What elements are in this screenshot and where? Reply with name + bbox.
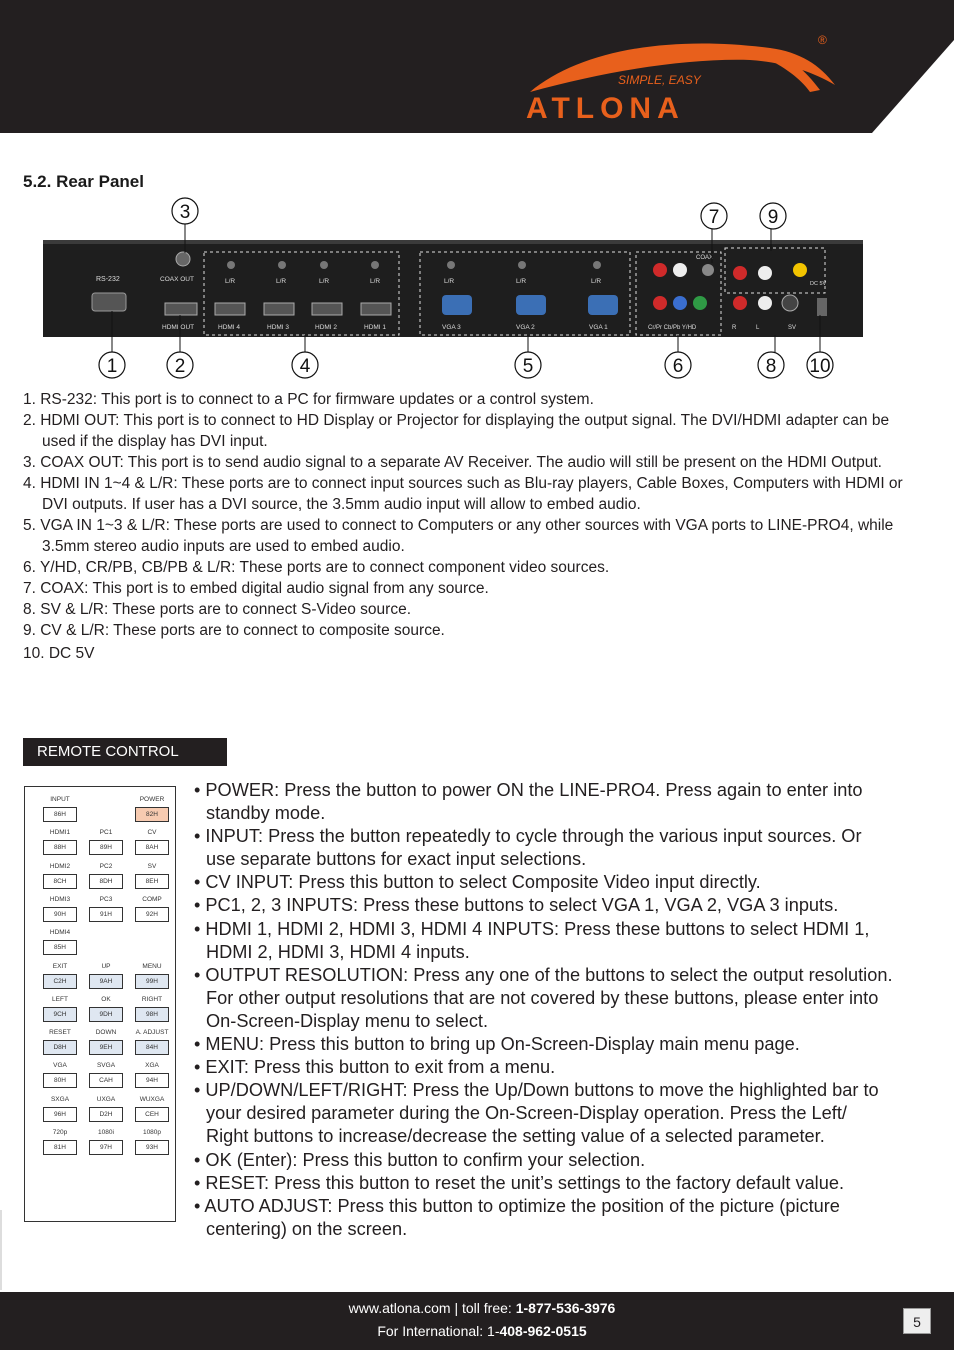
remote-button-720p: 81H [43,1140,77,1155]
logo-tagline: SIMPLE, EASY [618,73,701,87]
remote-button-ok: 9DH [89,1007,123,1022]
remote-item-arrows: • UP/DOWN/LEFT/RIGHT: Press the Up/Down buttons to move the highlighted bar to your desired parameter during the On-Screen-Display operation. Press the Left/ Right buttons to increase/decrease the setting value of a selected parameter. [194,1080,879,1147]
remote-button-down: 9EH [89,1040,123,1055]
callout-7: 7 [708,207,720,228]
label-lr-vga2: L/R [516,278,527,285]
remote-button-wuxga: CEH [135,1107,169,1122]
label-hdmi3: HDMI 3 [267,324,290,331]
remote-label-pc2: PC2 [99,862,113,870]
remote-label-sxga: SXGA [50,1095,70,1103]
remote-button-1080p: 93H [135,1140,169,1155]
remote-label-1080p: 1080p [142,1129,162,1136]
remote-label-power: POWER [139,796,165,803]
label-sv: SV [788,325,797,331]
remote-button-pc2: 8DH [89,874,123,889]
footer-intl-line [0,1323,954,1339]
port-item-2: 2. HDMI OUT: This port is to connect to HD Display or Projector for displaying the output signal. The DVI/HDMI adapter can be used if the display has DVI input. [23,412,890,450]
remote-button-cv: 8AH [135,840,169,855]
remote-button-input: 86H [43,807,77,822]
remote-button-pc1: 89H [89,840,123,855]
callout-10: 10 [809,356,831,377]
callout-2: 2 [174,356,186,377]
remote-control-heading: REMOTE CONTROL [23,738,227,766]
callout-3: 3 [179,202,191,223]
footer-contact-line [0,1300,954,1316]
remote-label-hdmi1: HDMI1 [49,829,71,837]
remote-button-1080i: 97H [89,1140,123,1155]
label-lr-hdmi2: L/R [319,278,330,285]
remote-label-xga: XGA [145,1062,159,1070]
remote-item-menu: • MENU: Press this button to bring up On-Screen-Display main menu page. [194,1034,800,1055]
label-l: L [756,325,760,331]
page-footer [0,1292,954,1350]
remote-label-wuxga: WUXGA [139,1095,165,1103]
remote-button-sv: 8EH [135,874,169,889]
remote-button-left: 9CH [43,1007,77,1022]
port-item-4: 4. HDMI IN 1~4 & L/R: These ports are to connect input sources such as Blu-ray players, Cable Boxes, Computers with HDMI or DVI outputs. If user has a DVI source, the 3.5mm audio input will allow to embed audio. [23,475,903,513]
atlona-logo [520,30,840,130]
remote-button-vga: 80H [43,1073,77,1088]
remote-label-menu: MENU [142,962,162,970]
callout-9: 9 [767,207,779,228]
rs232-port [92,293,126,311]
remote-item-input: • INPUT: Press the button repeatedly to cycle through the various input sources. Or use separate buttons for exact input selections. [194,826,862,870]
callout-1: 1 [106,356,118,377]
remote-button-right: 98H [135,1007,169,1022]
remote-label-down: DOWN [95,1029,117,1037]
label-hdmi1: HDMI 1 [364,324,387,331]
remote-button-exit: C2H [43,974,77,989]
logo-wordmark: ATLONA [526,92,685,125]
remote-item-resolution: • OUTPUT RESOLUTION: Press any one of the buttons to select the output resolution. For other output resolutions that are not covered by these buttons, please enter into On-Screen-Display menu to select. [194,964,893,1031]
remote-label-reset: RESET [49,1029,71,1037]
remote-item-ok: • OK (Enter): Press this button to confirm your selection. [194,1149,646,1170]
label-lr-vga1: L/R [591,278,602,285]
remote-button-power: 82H [135,807,169,822]
label-rs232: RS-232 [96,276,120,283]
label-hdmi2: HDMI 2 [315,324,338,331]
coax-out-port [176,252,190,266]
remote-button-uxga: D2H [89,1107,123,1122]
label-lr-hdmi3: L/R [276,278,287,285]
remote-button-pc3: 91H [89,907,123,922]
remote-button-xga: 94H [135,1073,169,1088]
remote-label-input: INPUT [50,796,70,803]
label-vga1: VGA 1 [589,324,608,331]
remote-label-a-adjust: A. ADJUST [135,1029,169,1037]
remote-label-hdmi3: HDMI3 [49,895,71,903]
remote-button-hdmi3: 90H [43,907,77,922]
remote-label-cv: CV [147,829,157,837]
port-item-6: 6. Y/HD, CR/PB, CB/PB & L/R: These ports are to connect component video sources. [23,559,610,576]
remote-label-hdmi4: HDMI4 [49,929,71,937]
remote-item-hdmi: • HDMI 1, HDMI 2, HDMI 3, HDMI 4 INPUTS: Press these buttons to select HDMI 1, HDMI 2, HDMI 3, HDMI 4 inputs. [194,918,870,962]
footer-intl-number: 408-962-0515 [499,1323,587,1339]
remote-button-hdmi1: 88H [43,840,77,855]
rear-panel-figure [40,195,870,385]
port-item-3: 3. COAX OUT: This port is to send audio signal to a separate AV Receiver. The audio will still be present on the HDMI Output. [23,454,882,471]
port-description-list [23,389,903,664]
callout-8: 8 [765,356,777,377]
remote-button-up: 9AH [89,974,123,989]
remote-label-uxga: UXGA [96,1095,116,1103]
page-number: 5 [903,1308,931,1334]
remote-label-comp: COMP [142,895,162,903]
remote-label-exit: EXIT [52,962,68,970]
label-hdmi4: HDMI 4 [218,324,241,331]
remote-item-reset: • RESET: Press this button to reset the unit’s settings to the factory default value. [194,1172,845,1193]
remote-label-pc3: PC3 [99,895,113,903]
footer-site: www.atlona.com | toll free: [348,1300,516,1316]
label-r: R [732,325,737,331]
callout-5: 5 [522,356,534,377]
registered-mark: ® [818,33,827,47]
footer-intl-prefix: For International: 1- [377,1323,500,1339]
remote-button-a-adjust: 84H [135,1040,169,1055]
remote-button-svga: CAH [89,1073,123,1088]
label-dc: DC 5V [810,281,827,287]
remote-label-left: LEFT [52,995,68,1003]
remote-item-power: • POWER: Press the button to power ON the LINE-PRO4. Press again to enter into standby mode. [194,780,863,824]
section-title: 5.2. Rear Panel [23,172,144,191]
remote-item-auto-adjust: • AUTO ADJUST: Press this button to optimize the position of the picture (picture centering) on the screen. [194,1195,840,1239]
remote-label-right: RIGHT [141,995,163,1003]
remote-label-ok: OK [101,995,111,1003]
label-lr-vga3: L/R [444,278,455,285]
left-edge-rule [0,1210,2,1290]
remote-button-menu: 99H [135,974,169,989]
remote-button-hdmi2: 8CH [43,874,77,889]
remote-label-svga: SVGA [96,1062,116,1070]
label-lr-hdmi4: L/R [225,278,236,285]
remote-description-list [194,779,894,1241]
remote-label-up: UP [101,962,111,970]
callout-4: 4 [299,356,311,377]
remote-item-exit: • EXIT: Press this button to exit from a menu. [194,1057,556,1078]
label-coax: COAX [696,255,714,261]
port-item-7: 7. COAX: This port is to embed digital audio signal from any source. [23,580,489,597]
remote-label-720p: 720p [52,1129,68,1136]
label-hdmi-out: HDMI OUT [162,324,195,331]
hdmi-out-port [165,303,197,315]
remote-button-sxga: 96H [43,1107,77,1122]
callout-6: 6 [672,356,684,377]
label-coax-out: COAX OUT [160,276,194,283]
remote-label-vga: VGA [53,1062,67,1070]
port-item-5: 5. VGA IN 1~3 & L/R: These ports are used to connect to Computers or any other sources with VGA ports to LINE-PRO4, while 3.5mm stereo audio inputs are used to embed audio. [23,517,894,555]
label-comp: Cr/Pr Cb/Pb Y/HD [648,325,697,331]
port-item-9: 9. CV & L/R: These ports are to connect to composite source. [23,622,445,639]
remote-control-diagram [24,786,176,1222]
remote-label-sv: SV [147,862,157,870]
port-item-1: 1. RS-232: This port is to connect to a PC for firmware updates or a control system. [23,391,594,408]
remote-item-cv: • CV INPUT: Press this button to select Composite Video input directly. [194,872,761,893]
port-item-8: 8. SV & L/R: These ports are to connect S-Video source. [23,601,411,618]
footer-tollfree: 1-877-536-3976 [515,1300,616,1316]
remote-label-pc1: PC1 [99,829,113,837]
label-lr-hdmi1: L/R [370,278,381,285]
remote-button-hdmi4: 85H [43,940,77,955]
remote-label-1080i: 1080i [98,1129,114,1136]
remote-button-comp: 92H [135,907,169,922]
port-item-10: 10. DC 5V [23,645,95,662]
label-vga3: VGA 3 [442,324,461,331]
remote-item-pc: • PC1, 2, 3 INPUTS: Press these buttons to select VGA 1, VGA 2, VGA 3 inputs. [194,895,839,916]
remote-label-hdmi2: HDMI2 [49,862,71,870]
label-vga2: VGA 2 [516,324,535,331]
remote-button-reset: D8H [43,1040,77,1055]
